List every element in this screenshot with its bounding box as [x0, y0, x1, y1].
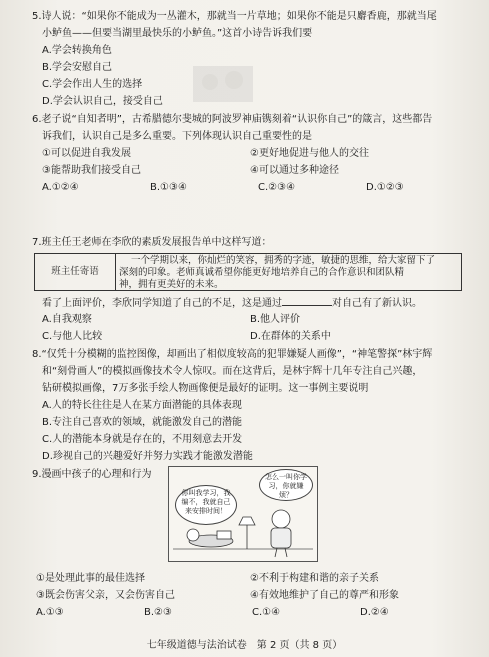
q6-option-b: B.①③④ [150, 182, 187, 193]
q5-stem-line1: 5.诗人说：“如果你不能成为一丛灌木，那就当一片草地；如果你不能是只麝香鹿，那就当尾 [32, 11, 437, 22]
q7-box-label: 班主任寄语 [35, 254, 116, 290]
q5-option-a: A.学会转换角色 [42, 45, 112, 56]
q7-followup-part2: 对自己有了新认识。 [332, 298, 422, 309]
q7-followup [42, 296, 422, 310]
q7-option-c: C.与他人比较 [42, 331, 103, 342]
q9-option-d: D.②④ [360, 607, 389, 618]
q5-stem-line2: 小鲈鱼——但要当湖里最快乐的小鲈鱼。”这首小诗告诉我们要 [42, 28, 313, 39]
speech-bubble-parent: 怎么一叫你学习，你就嫌烦？ [259, 469, 313, 501]
q7-comment-box [34, 253, 462, 291]
q7-option-d: D.在群体的关系中 [250, 331, 331, 342]
q6-option-c: C.②③④ [258, 182, 296, 193]
q9-option-b: B.②③ [144, 607, 172, 618]
q5-option-d: D.学会认识自己，接受自己 [42, 96, 163, 107]
page-footer: 七年级道德与法治试卷 第 2 页（共 8 页） [146, 640, 343, 651]
q6-stem-line1: 6.老子说“自知者明”，古希腊德尔斐城的阿波罗神庙镌刻着“认识你自己”的箴言，这些都告 [32, 114, 433, 125]
q6-option-a: A.①②④ [42, 182, 79, 193]
q8-stem-line2: 和“刻骨画人”的模拟画像技术令人惊叹。而在这背后，是林宇辉十几年专注自己兴趣， [42, 366, 423, 377]
q6-item-1: ①可以促进自我发展 [42, 148, 131, 159]
speech-bubble-child: 你叫我学习，我编不，我就自己来安排时间！ [175, 485, 237, 525]
answer-blank [282, 296, 332, 306]
bleed-through-image [188, 58, 258, 108]
q8-stem-line3: 钻研模拟画像，7万多张手绘人物画像便是最好的证明。这一事例主要说明 [42, 383, 369, 394]
q9-item-3: ③既会伤害父亲，又会伤害自己 [36, 590, 175, 601]
q9-stem-line1: 9.漫画中孩子的心理和行为 [32, 469, 152, 480]
q8-option-b: B.专注自己喜欢的领域，就能激发自己的潜能 [42, 417, 243, 428]
q9-item-2: ②不利于构建和谐的亲子关系 [250, 573, 379, 584]
q7-option-a: A.自我观察 [42, 314, 92, 325]
q6-item-3: ③能帮助我们接受自己 [42, 165, 141, 176]
q6-stem-line2: 诉我们，认识自己是多么重要。下列体现认识自己重要性的是 [42, 131, 312, 142]
q7-stem-line1: 7.班主任王老师在李欣的素质发展报告单中这样写道： [32, 237, 272, 248]
q9-option-a: A.①③ [36, 607, 64, 618]
q8-option-a: A.人的特长往往是人在某方面潜能的具体表现 [42, 400, 242, 411]
q6-item-2: ②更好地促进与他人的交往 [250, 148, 369, 159]
q7-box-line3: 神，拥有更美好的未来。 [119, 279, 224, 290]
q8-stem-line1: 8.“仅凭十分模糊的监控图像，却画出了相似度较高的犯罪嫌疑人画像”，“神笔警探”林宇辉 [32, 349, 433, 360]
q5-option-b: B.学会安慰自己 [42, 62, 113, 73]
q7-option-b: B.他人评价 [250, 314, 301, 325]
q9-item-4: ④有效地维护了自己的尊严和形象 [250, 590, 399, 601]
q5-option-c: C.学会作出人生的选择 [42, 79, 143, 90]
q7-followup-part1: 看了上面评价，李欣同学知道了自己的不足，这是通过 [42, 298, 282, 309]
q9-option-c: C.①④ [252, 607, 281, 618]
q7-box-line1: 一个学期以来，你灿烂的笑容，拥秀的字迹，敏捷的思维，给大家留下了 [131, 255, 436, 266]
q9-item-1: ①是处理此事的最佳选择 [36, 573, 145, 584]
q8-option-d: D.珍视自己的兴趣爱好并努力实践才能激发潜能 [42, 451, 253, 462]
q9-cartoon [168, 466, 318, 562]
q6-item-4: ④可以通过多种途径 [250, 165, 339, 176]
q6-option-d: D.①②③ [366, 182, 404, 193]
q8-option-c: C.人的潜能本身就是存在的，不用刻意去开发 [42, 434, 243, 445]
q7-box-line2: 深刻的印象。老师真诚希望你能更好地培养自己的合作意识和团队精 [119, 267, 405, 278]
